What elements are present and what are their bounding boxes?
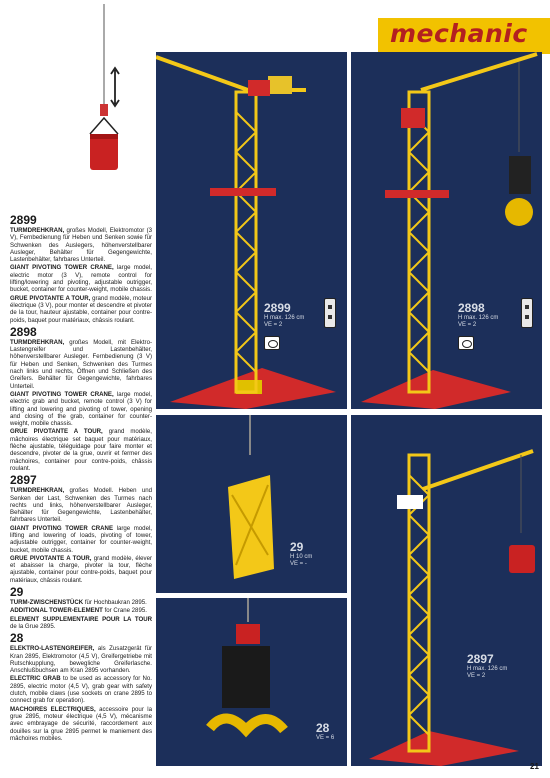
product-number: 28 xyxy=(316,721,330,735)
page-number: 21 xyxy=(530,762,539,771)
item-number-2897: 2897 xyxy=(10,473,37,488)
product-ve: VE = 2 xyxy=(264,322,283,328)
desc-en-2899: GIANT PIVOTING TOWER CRANE, large model, electric motor (3 V), remote control for lifting/lowering and pivoting, adjustable outrigger, bucket, container for counter-weight, mobile chassis. xyxy=(10,264,152,294)
panel-2898 xyxy=(351,52,542,409)
desc-en-2898: GIANT PIVOTING TOWER CRANE, large model, electric grab and bucket, remote control (3 V) for lifting and lowering and pivoting of tower, opening and closing of the grab, container for counter-weight, mobile chassis. xyxy=(10,390,152,428)
panel-label-2897 xyxy=(467,653,507,680)
battery-icon xyxy=(264,336,280,350)
remote-control-icon xyxy=(324,298,336,328)
panel-label-2898 xyxy=(458,302,498,329)
product-number: 29 xyxy=(290,540,304,554)
product-ve: VE = 2 xyxy=(467,673,486,679)
remote-control-icon xyxy=(521,298,533,328)
desc-fr-2897: GRUE PIVOTANTE A TOUR, grand modèle, élever et abaisser la charge, pivoter la tour, flèche ajustable, container pour contre-poids, baquet pour matériaux, châssis roulant. xyxy=(10,554,152,584)
panel-label-28 xyxy=(316,722,334,742)
desc-fr-29: ELEMENT SUPPLEMENTAIRE POUR LA TOUR de la Grue 2895. xyxy=(10,615,152,630)
product-ve: VE = 6 xyxy=(316,735,335,741)
desc-de-28: ELEKTRO-LASTENGREIFER, als Zusatzgerät für Kran 2895, Elektromotor (4,5 V), Greifergetriebe mit Rutschkupplung, bewegliche Greiferlasche. Anschlußbuchsen am Kran 2895 vorhanden. xyxy=(10,645,153,675)
panel-2899 xyxy=(156,52,347,409)
panel-2897 xyxy=(351,415,542,766)
desc-de-29: TURM-ZWISCHENSTÜCK für Hochbaukran 2895. xyxy=(10,599,147,607)
desc-de-2897: TURMDREHKRAN, großes Modell. Heben und Senken der Last, Schwenken des Turmes nach rechts und links, höhenverstellbarer Ausleger, Behälter für Gegengewichte, Lastenbehälter, fahrbares Unterteil. xyxy=(10,487,152,524)
tower-element-29-image xyxy=(156,415,347,593)
product-ve: VE = - xyxy=(290,561,307,567)
tower-crane-2898-image xyxy=(351,52,542,409)
desc-fr-2899: GRUE PIVOTANTE A TOUR, grand modèle, moteur électrique (3 V), pour monter et descendre et pivoter de la tour, hauteur ajustable, container pour contre-poids, baquet pour matériaux, châssis roulant. xyxy=(10,294,152,324)
panel-28 xyxy=(156,598,347,766)
brand-logo: mechanic xyxy=(390,19,528,48)
product-number: 2897 xyxy=(467,652,494,666)
item-number-29: 29 xyxy=(10,585,24,600)
desc-en-2897: GIANT PIVOTING TOWER CRANE large model, lifting and lowering of loads, pivoting of tower, adjustable outrigger, container for counter-weight, bucket, mobile chassis. xyxy=(10,524,152,554)
product-height: H 10 cm xyxy=(290,554,313,560)
item-number-28: 28 xyxy=(10,631,24,646)
desc-en-28: ELECTRIC GRAB to be used as accessory for No. 2895, electric motor (4,5 V), grab gear with safety clutch, mobile claws (use sockets on crane 2895 to connect grab for operation). xyxy=(10,675,152,705)
desc-en-29: ADDITIONAL TOWER-ELEMENT for Crane 2895. xyxy=(10,607,147,615)
product-height: H max. 126 cm xyxy=(264,315,305,321)
desc-fr-28: MACHOIRES ELECTRIQUES, accessoire pour la grue 2895, moteur électrique (4,5 V), mécanisme avec embrayage de sécurité, raccordement aux douilles sur la grue 2895 permet le maniement des mâchoires mobiles. xyxy=(10,705,152,742)
panel-label-2899 xyxy=(264,302,304,329)
product-ve: VE = 2 xyxy=(458,322,477,328)
tower-crane-2897-image xyxy=(351,415,542,766)
item-number-2899: 2899 xyxy=(10,213,37,227)
battery-icon xyxy=(458,336,474,350)
product-number: 2898 xyxy=(458,301,485,315)
tower-crane-2899-image xyxy=(156,52,347,409)
panel-29 xyxy=(156,415,347,593)
product-height: H max. 126 cm xyxy=(458,315,499,321)
panel-label-29 xyxy=(290,541,312,568)
product-number: 2899 xyxy=(264,301,291,315)
product-height: H max. 126 cm xyxy=(467,666,508,672)
desc-de-2898: TURMDREHKRAN, großes Modell, mit Elektro-Lastengreifer und Lastenbehälter, höhenverstellbarer Ausleger. Fernbedienung (3 V) für Heben und Senken, Schwenken des Turmes nach links und rechts, Öffnen und Schließen des Greifers. Behälter für Gegengewichte, fahrbares Unterteil. xyxy=(10,338,152,390)
crane-hook-illustration xyxy=(84,4,130,190)
desc-de-2899: TURMDREHKRAN, großes Modell, Elektromotor (3 V), Fernbedienung für Heben und Senken sowie für Schwenken des Auslegers, höhenverstellbarer Ausleger, Behälter für Gegengewichte, Lastenbehälter, fahrbares Unterteil. xyxy=(10,227,152,264)
desc-fr-2898: GRUE PIVOTANTE A TOUR, grand modèle, mâchoires électrique set baquet pour matériaux, flèche ajustable, téléguidage pour faire monter et descendre, pivoter de la grue, ouvrir et fermer des mâchoires, container pour contre-poids, châssis roulant. xyxy=(10,428,152,472)
product-descriptions xyxy=(10,212,152,743)
item-number-2898: 2898 xyxy=(10,324,37,339)
